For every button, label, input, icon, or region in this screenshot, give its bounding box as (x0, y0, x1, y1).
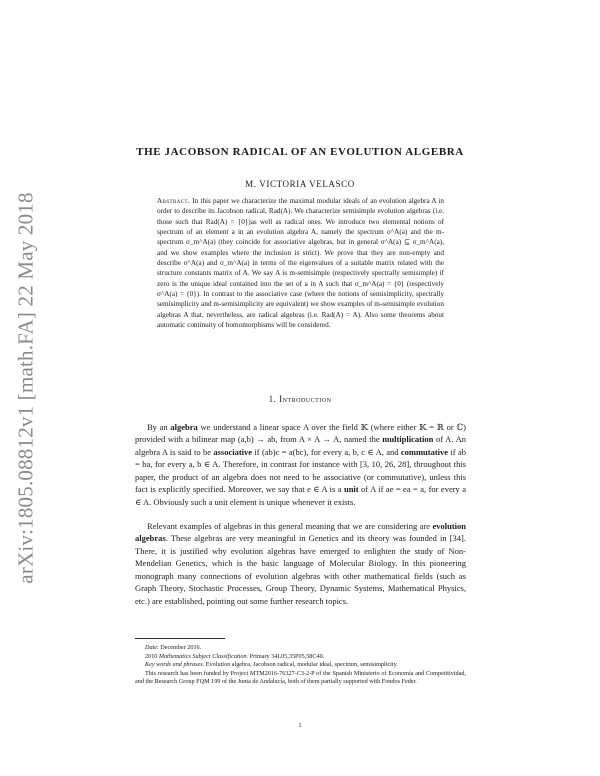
msc-label: Mathematics Subject Classification. (158, 652, 249, 660)
arxiv-identifier-stamp (6, 148, 46, 628)
msc-prefix: 2010 (145, 652, 159, 660)
date-value: : December 2016. (157, 644, 202, 651)
term-associative: associative (213, 446, 253, 457)
term-algebra: algebra (170, 422, 198, 432)
abstract-heading: Abstract. (157, 197, 191, 205)
footnote-msc (135, 653, 466, 662)
abstract-text: In this paper we characterize the maximal modular ideals of an evolution algebra A in order to describe its Jacobson radical, Rad(A). We characterize semisimple evolution algebras (i.e. those such that Rad(A) = {0})as well as radical ones. We introduce two elemental notions of spectrum of an element a in an evolution algebra A, namely the spectrum σ^A(a) and the m-spectrum σ_m^A(a) (they coincide for associative algebras, but in general σ^A(a) ⊆ σ_m^A(a), and we show examples where the inclusion is strict). We prove that they are non-empty and describe σ^A(a) and σ_m^A(a) in terms of the eigenvalues of a suitable matrix related with the structure constants matrix of A. We say A is m-semisimple (respectively spectrally semisimple) if zero is the unique ideal contained into the set of a in A such that σ_m^A(a) = {0} (respectively σ^A(a) = {0}). In contrast to the associative case (where the notions of semisimplicity, spectrally semisimplicity and m-semisimplicity are equivalent) we show examples of m-semisimple evolution algebras A that, nevertheless, are radical algebras (i.e. Rad(A) = A). Also some theorems about automatic continuity of homomorphisms will be considered. (157, 197, 445, 330)
footnote-keywords (135, 661, 466, 670)
text-run: we understand a linear space A over the field 𝕂 (where either 𝕂 = ℝ or ℂ) provided with a bilinear map (a,b) → ab, from A × A → A, named the (135, 422, 466, 445)
paragraph-1 (135, 421, 466, 508)
paper-title: THE JACOBSON RADICAL OF AN EVOLUTION ALGEBRA (136, 146, 464, 158)
keywords-label: Key words and phrases. (145, 661, 205, 669)
text-run: if (ab)c = a(bc), for every a, b, c ∈ A, and (252, 446, 401, 457)
paper-author: M. VICTORIA VELASCO (245, 179, 355, 189)
footnote-date (135, 644, 466, 653)
footnote-funding: This research has been funded by Project MTM2016-76327-C3-2-P of the Spanish Ministerio of Economía and Competitividad, and the Research Group FQM 199 of the Junta de Andalucía, both of them partially supported with Fondos Feder. (135, 669, 466, 686)
term-multiplication: multiplication (382, 434, 434, 445)
page-number: 1 (298, 722, 302, 729)
section-heading (0, 394, 600, 404)
text-run: Relevant examples of algebras in this general meaning that we are considering are (147, 521, 433, 531)
term-unit: unit (343, 484, 359, 495)
text-run: . These algebras are very meaningful in Genetics and its theory was founded in [34]. There, it is justified why evolution algebras have emerged to enlighten the study of Non-Mendelian Genetics, which is the basic language of Molecular Biology. In this pioneering monograph many connections of evolution algebras with other mathematical fields (such as Graph Theory, Stochastic Processes, Group Theory, Dynamic Systems, Mathematical Physics, etc.) are established, pointing out some further research topics. (135, 533, 466, 606)
text-run: of A if ae = ea = a, for every a ∈ A. Obviously such a unit element is unique whenever it exists. (135, 484, 467, 507)
keywords-value: Evolution algebra, Jacobson radical, modular ideal, spectrum, semisimplicity. (204, 661, 398, 669)
term-commutative: commutative (400, 446, 449, 457)
footnotes (135, 644, 466, 687)
footnote-rule (135, 638, 225, 639)
arxiv-identifier-text: arXiv:1805.08812v1 [math.FA] 22 May 2018 (13, 192, 38, 584)
section-title: Introduction (279, 394, 332, 404)
text-run: if ab = ba, for every a, b ∈ A. Therefore, in contrast for instance with [3, 10, 26, 28], throughout this paper, the product of an algebra does not need to be associative (or commutative), unless this fact is explicitly specified. Moreover, we say that e ∈ A is a (135, 446, 466, 495)
msc-value: Primary 34L05,35P05,58C40. (248, 652, 325, 660)
paragraph-2 (135, 520, 466, 607)
section-number: 1. (268, 394, 277, 404)
text-run: of A. An algebra A is said to be (135, 434, 466, 457)
abstract (157, 196, 444, 330)
term-evolution-algebras: evolution algebras (135, 521, 466, 544)
text-run: By an (147, 422, 171, 432)
date-label: Date (145, 644, 158, 651)
